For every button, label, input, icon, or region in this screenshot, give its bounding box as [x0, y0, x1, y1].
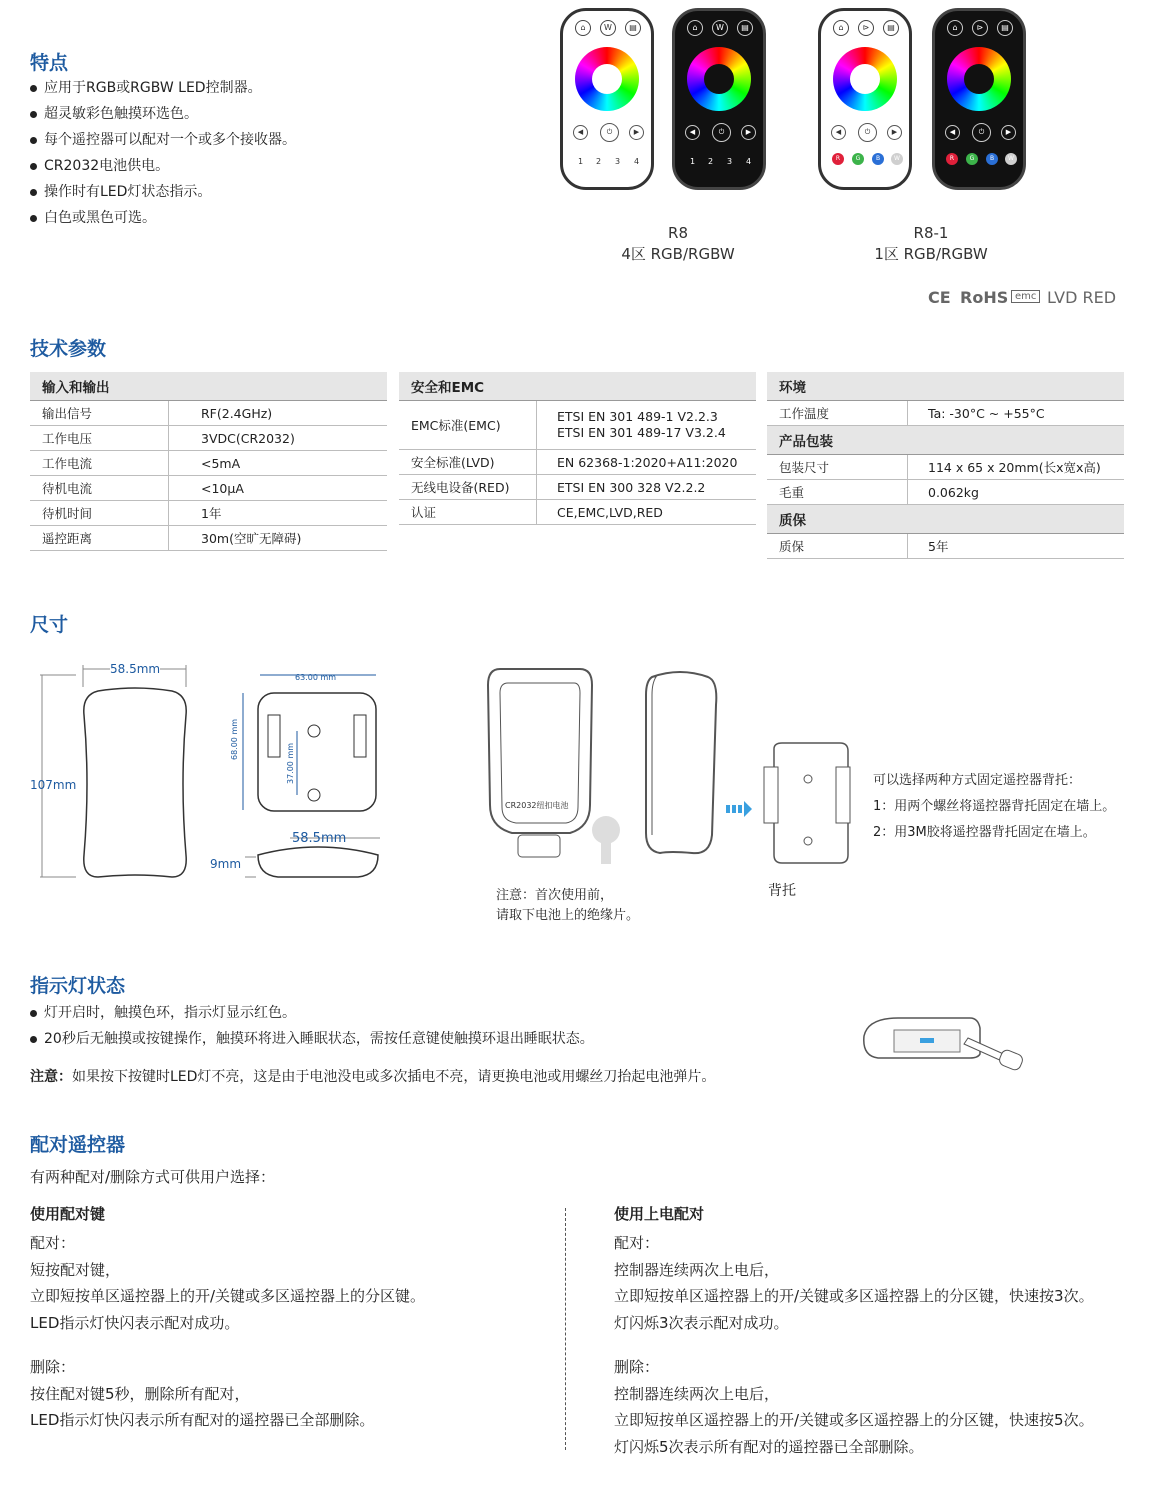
zone-label: 3 — [727, 157, 733, 166]
table-row: 待机时间 1年 — [30, 501, 387, 526]
features-title: 特点 — [30, 52, 69, 74]
pairing-title: 配对遥控器 — [30, 1134, 126, 1156]
pairing-left-pair: 配对： 短按配对键， 立即短按单区遥控器上的开/关键或多区遥控器上的分区键。 LED指示灯快闪表示配对成功。 — [30, 1234, 426, 1332]
pairing-left-heading: 使用配对键 — [30, 1205, 106, 1223]
w-icon: W — [600, 20, 616, 36]
home-icon: ⌂ — [833, 20, 849, 36]
env-table — [767, 372, 1124, 559]
table-row: 工作电压 3VDC(CR2032) — [30, 426, 387, 451]
left-icon: ◀ — [573, 125, 588, 140]
list-item: 操作时有LED灯状态指示。 — [30, 179, 296, 205]
table-row: 安全标准(LVD) EN 62368-1:2020+A11:2020 — [399, 450, 756, 475]
power-icon: ⏻ — [858, 123, 877, 142]
dimensions-title: 尺寸 — [30, 614, 69, 636]
home-icon: ⌂ — [947, 20, 963, 36]
remote-r8-black — [672, 8, 766, 190]
dim-width-2: 63.00 mm — [295, 673, 337, 682]
green-button: G — [966, 153, 978, 165]
table-header: 环境 — [767, 372, 1124, 401]
mount-instructions: 可以选择两种方式固定遥控器背托： 1：用两个螺丝将遥控器背托固定在墙上。 2：用3M胶将遥控器背托固定在墙上。 — [873, 773, 1116, 840]
power-icon: ⏻ — [712, 123, 731, 142]
home-icon: ⌂ — [687, 20, 703, 36]
list-item: CR2032电池供电。 — [30, 153, 296, 179]
battery-note: 注意：首次使用前， 请取下电池上的绝缘片。 — [496, 888, 640, 923]
zone-label: 1 — [690, 157, 696, 166]
indicator-list — [30, 1000, 594, 1052]
rohs-mark: RoHS — [960, 288, 1009, 307]
power-icon: ⏻ — [600, 123, 619, 142]
zone-label: 3 — [615, 157, 621, 166]
list-item: 灯开启时，触摸色环，指示灯显示红色。 — [30, 1000, 594, 1026]
model-desc: 4区 RGB/RGBW — [621, 245, 735, 263]
play-icon: ⊳ — [858, 20, 874, 36]
battery-label: CR2032纽扣电池 — [505, 801, 569, 810]
left-icon: ◀ — [945, 125, 960, 140]
color-wheel — [575, 47, 639, 111]
right-icon: ▶ — [629, 125, 644, 140]
table-header: 产品包装 — [767, 426, 1124, 455]
color-wheel — [687, 47, 751, 111]
dim-width-3: 58.5mm — [292, 831, 347, 846]
zone-label: 2 — [596, 157, 602, 166]
emc-mark: emc — [1011, 290, 1040, 303]
lvd-red-mark: LVD RED — [1047, 288, 1117, 307]
indicator-title: 指示灯状态 — [30, 975, 126, 997]
save-icon: ▤ — [997, 20, 1013, 36]
save-icon: ▤ — [737, 20, 753, 36]
table-header: 输入和输出 — [30, 372, 387, 401]
w-icon: W — [712, 20, 728, 36]
list-item: 白色或黑色可选。 — [30, 205, 296, 231]
pairing-intro: 有两种配对/删除方式可供用户选择： — [30, 1168, 276, 1186]
zone-label: 4 — [634, 157, 640, 166]
right-icon: ▶ — [887, 125, 902, 140]
tech-title: 技术参数 — [30, 338, 107, 360]
white-button: W — [1005, 153, 1017, 165]
table-row: 待机电流 <10μA — [30, 476, 387, 501]
io-table — [30, 372, 387, 551]
blue-button: B — [986, 153, 998, 165]
left-icon: ◀ — [831, 125, 846, 140]
pairing-right-pair: 配对： 控制器连续两次上电后， 立即短按单区遥控器上的开/关键或多区遥控器上的分区键，快速按3次。 灯闪烁3次表示配对成功。 — [614, 1234, 1094, 1332]
ce-mark: CE — [928, 288, 951, 307]
color-wheel — [947, 47, 1011, 111]
dimension-drawings — [40, 655, 860, 935]
table-row: 遥控距离 30m(空旷无障碍) — [30, 526, 387, 551]
pairing-right-heading: 使用上电配对 — [614, 1205, 705, 1223]
red-button: R — [832, 153, 844, 165]
color-wheel — [833, 47, 897, 111]
right-icon: ▶ — [1001, 125, 1016, 140]
table-row: EMC标准(EMC) ETSI EN 301 489-1 V2.2.3 ETSI EN 301 489-17 V3.2.4 — [399, 401, 756, 450]
dim-thickness: 9mm — [210, 857, 242, 871]
table-row: 工作电流 <5mA — [30, 451, 387, 476]
product-caption-r8-1 — [826, 223, 1036, 265]
table-row: 认证 CE,EMC,LVD,RED — [399, 500, 756, 525]
zone-label: 1 — [578, 157, 584, 166]
table-header: 质保 — [767, 505, 1124, 534]
home-icon: ⌂ — [575, 20, 591, 36]
dim-height-3: 37.00 mm — [286, 742, 295, 784]
indicator-note: 注意：如果按下按键时LED灯不亮，这是由于电池没电或多次插电不亮，请更换电池或用螺丝刀抬起电池弹片。 — [30, 1069, 716, 1085]
safety-table — [399, 372, 756, 525]
table-row: 质保 5年 — [767, 534, 1124, 559]
model-desc: 1区 RGB/RGBW — [874, 245, 988, 263]
dim-height-1: 107mm — [30, 778, 77, 792]
list-item: 每个遥控器可以配对一个或多个接收器。 — [30, 127, 296, 153]
table-header: 安全和EMC — [399, 372, 756, 401]
pairing-left-delete: 删除： 按住配对键5秒，删除所有配对， LED指示灯快闪表示所有配对的遥控器已全部删除。 — [30, 1358, 375, 1429]
table-row: 包装尺寸 114 x 65 x 20mm(长x宽x高) — [767, 455, 1124, 480]
blue-button: B — [872, 153, 884, 165]
green-button: G — [852, 153, 864, 165]
table-row: 输出信号 RF(2.4GHz) — [30, 401, 387, 426]
list-item: 应用于RGB或RGBW LED控制器。 — [30, 75, 296, 101]
remote-r8-white — [560, 8, 654, 190]
model-name: R8 — [668, 224, 688, 242]
save-icon: ▤ — [625, 20, 641, 36]
white-button: W — [891, 153, 903, 165]
table-row: 工作温度 Ta: -30°C ~ +55°C — [767, 401, 1124, 426]
pairing-right-delete: 删除： 控制器连续两次上电后， 立即短按单区遥控器上的开/关键或多区遥控器上的分区键，快速按5次。 灯闪烁5次表示所有配对的遥控器已全部删除。 — [614, 1358, 1094, 1456]
zone-label: 2 — [708, 157, 714, 166]
remote-r8-1-white — [818, 8, 912, 190]
bracket-label: 背托 — [768, 883, 796, 899]
list-item: 20秒后无触摸或按键操作，触摸环将进入睡眠状态，需按任意键使触摸环退出睡眠状态。 — [30, 1026, 594, 1052]
list-item: 超灵敏彩色触摸环选色。 — [30, 101, 296, 127]
red-button: R — [946, 153, 958, 165]
zone-label: 4 — [746, 157, 752, 166]
remote-r8-1-black — [932, 8, 1026, 190]
features-list — [30, 75, 296, 231]
save-icon: ▤ — [883, 20, 899, 36]
right-icon: ▶ — [741, 125, 756, 140]
product-caption-r8 — [570, 223, 786, 265]
dim-height-2: 68.00 mm — [230, 718, 239, 760]
model-name: R8-1 — [913, 224, 949, 242]
battery-illustration — [858, 1012, 1028, 1074]
power-icon: ⏻ — [972, 123, 991, 142]
table-row: 无线电设备(RED) ETSI EN 300 328 V2.2.2 — [399, 475, 756, 500]
play-icon: ⊳ — [972, 20, 988, 36]
left-icon: ◀ — [685, 125, 700, 140]
dim-width-1: 58.5mm — [110, 662, 161, 676]
table-row: 毛重 0.062kg — [767, 480, 1124, 505]
divider — [565, 1208, 566, 1450]
